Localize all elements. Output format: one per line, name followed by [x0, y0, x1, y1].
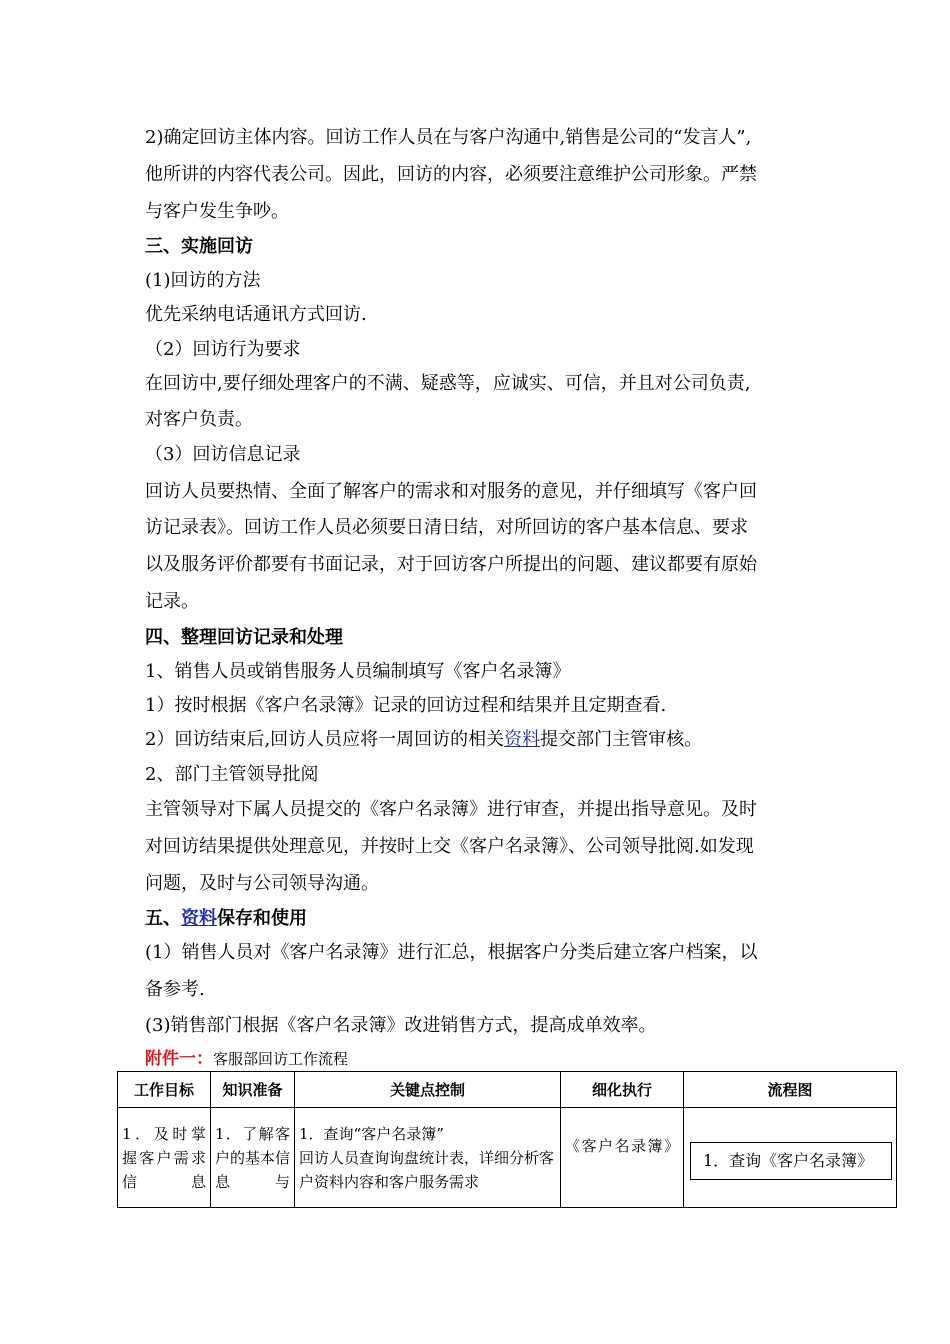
- subheading: （3）回访信息记录: [145, 444, 301, 465]
- cell-exec: 《客户名录簿》: [565, 1137, 679, 1155]
- paragraph-line: 与客户发生争吵。: [145, 201, 289, 222]
- paragraph-line: 对回访结果提供处理意见，并按时上交《客户名录簿》、公司领导批阅.如发现: [145, 836, 754, 857]
- paragraph-line: 他所讲的内容代表公司。因此，回访的内容，必须要注意维护公司形象。严禁: [145, 164, 757, 185]
- text: 保存和使用: [217, 908, 307, 929]
- paragraph-line: 2)确定回访主体内容。回访工作人员在与客户沟通中,销售是公司的“发言人”,: [145, 127, 752, 148]
- paragraph-line: 访记录表》。回访工作人员必须要日清日结，对所回访的客户基本信息、要求: [145, 517, 748, 538]
- table-cell: [211, 1108, 295, 1208]
- paragraph-line: 回访人员要热情、全面了解客户的需求和对服务的意见，并仔细填写《客户回: [145, 481, 757, 502]
- column-header: 细化执行: [561, 1072, 684, 1108]
- paragraph-line: 2、部门主管领导批阅: [145, 764, 319, 785]
- table-cell: [295, 1108, 561, 1208]
- paragraph-line: [145, 729, 702, 751]
- paragraph-line: 记录。: [145, 591, 199, 612]
- paragraph-line: 备参考.: [145, 979, 205, 1000]
- text: 提交部门主管审核。: [540, 729, 703, 750]
- flowchart-step-box: 1．查询《客户名录簿》: [690, 1142, 892, 1180]
- text: 五、: [145, 908, 181, 929]
- section-heading-5: [145, 908, 307, 930]
- subheading: （2）回访行为要求: [145, 339, 301, 360]
- table-row: [118, 1108, 897, 1208]
- paragraph-line: (3)销售部门根据《客户名录簿》改进销售方式，提高成单效率。: [145, 1015, 657, 1036]
- paragraph-line: 优先采纳电话通讯方式回访.: [145, 304, 367, 325]
- cell-key-text: 回访人员查询询盘统计表，详细分析客户资料内容和客户服务需求: [299, 1149, 555, 1191]
- paragraph-line: 1）按时根据《客户名录簿》记录的回访过程和结果并且定期查看.: [145, 695, 667, 716]
- paragraph-line: 主管领导对下属人员提交的《客户名录簿》进行审查，并提出指导意见。及时: [145, 799, 757, 820]
- paragraph-line: 对客户负责。: [145, 409, 253, 430]
- table-cell: [561, 1108, 684, 1208]
- cell-knowledge: 1．了解客户的基本信息与: [215, 1125, 291, 1191]
- attachment-label: 附件一：: [145, 1049, 213, 1069]
- cell-key-title: 1．查询“客户名录簿”: [299, 1125, 444, 1143]
- section-heading-4: 四、整理回访记录和处理: [145, 627, 343, 648]
- paragraph-line: 1、销售人员或销售服务人员编制填写《客户名录簿》: [145, 661, 571, 682]
- table-cell: [118, 1108, 211, 1208]
- section-heading-3: 三、实施回访: [145, 236, 253, 257]
- attachment-caption: [145, 1048, 348, 1070]
- link-materials[interactable]: 资料: [504, 729, 541, 750]
- paragraph-line: 在回访中,要仔细处理客户的不满、疑惑等，应诚实、可信，并且对公司负责,: [145, 373, 751, 394]
- workflow-table: [117, 1071, 897, 1208]
- subheading: (1)回访的方法: [145, 270, 261, 291]
- paragraph-line: (1）销售人员对《客户名录簿》进行汇总，根据客户分类后建立客户档案，以: [145, 942, 758, 963]
- column-header: 关键点控制: [295, 1072, 561, 1108]
- column-header: 知识准备: [211, 1072, 295, 1108]
- paragraph-line: 问题，及时与公司领导沟通。: [145, 873, 379, 894]
- attachment-title: 客服部回访工作流程: [213, 1050, 349, 1068]
- column-header: 流程图: [684, 1072, 897, 1108]
- cell-goal: 1．及时掌握客户需求信息: [122, 1125, 206, 1191]
- link-materials-heading[interactable]: 资料: [181, 908, 217, 929]
- column-header: 工作目标: [118, 1072, 211, 1108]
- text: 2）回访结束后,回访人员应将一周回访的相关: [145, 729, 505, 750]
- table-header-row: [118, 1072, 897, 1108]
- table-cell: [684, 1108, 897, 1208]
- paragraph-line: 以及服务评价都要有书面记录，对于回访客户所提出的问题、建议都要有原始: [145, 554, 757, 575]
